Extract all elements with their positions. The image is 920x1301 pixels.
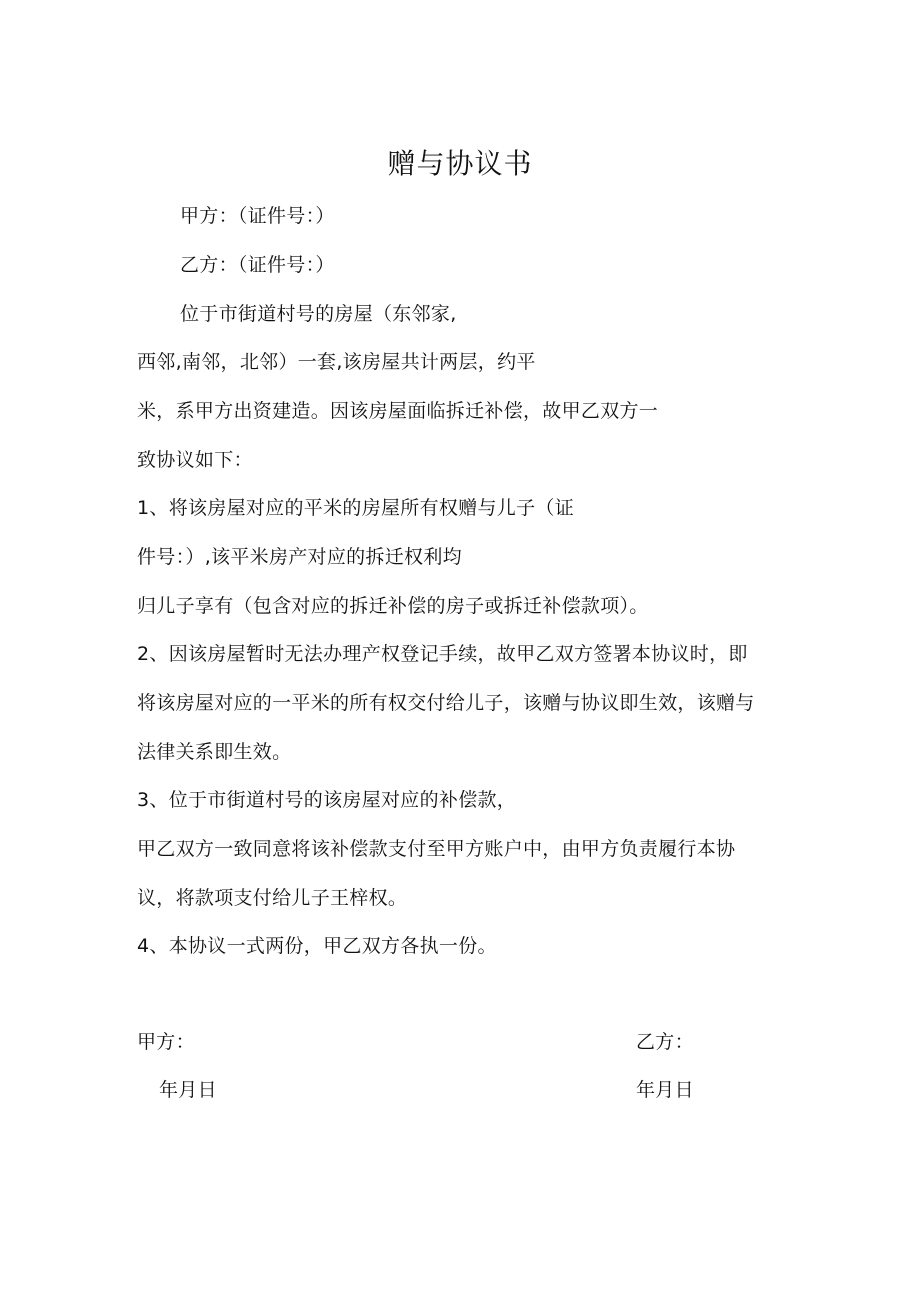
- clause-2-line-2: 将该房屋对应的一平米的所有权交付给儿子，该赠与协议即生效，该赠与: [137, 692, 755, 714]
- clause-2-line-3: 法律关系即生效。: [137, 741, 292, 763]
- intro-line-4: 致协议如下：: [137, 449, 253, 471]
- clause-3-line-2: 甲乙双方一致同意将该补偿款支付至甲方账户中，由甲方负责履行本协: [137, 838, 736, 860]
- clause-1-line-1: 1、将该房屋对应的平米的房屋所有权赠与儿子（证: [137, 497, 574, 519]
- intro-line-3: 米，系甲方出资建造。因该房屋面临拆迁补偿，故甲乙双方一: [137, 400, 659, 422]
- party-b-date: 年月日: [636, 1079, 694, 1101]
- clause-2-line-1: 2、因该房屋暂时无法办理产权登记手续，故甲乙双方签署本协议时，即: [137, 643, 748, 665]
- party-b-line: 乙方：（证件号：）: [180, 254, 335, 276]
- intro-line-1: 位于市街道村号的房屋（东邻家,: [180, 303, 457, 325]
- clause-1-line-2: 件号：）,该平米房产对应的拆迁权利均: [137, 546, 462, 568]
- party-a-signature-label: 甲方：: [137, 1031, 195, 1053]
- party-b-signature-label: 乙方：: [636, 1031, 694, 1053]
- clause-1-line-3: 归儿子享有（包含对应的拆迁补偿的房子或拆迁补偿款项）。: [137, 595, 649, 617]
- clause-3-line-3: 议，将款项支付给儿子王梓权。: [137, 887, 408, 909]
- document-title: 赠与协议书: [387, 147, 533, 180]
- party-a-line: 甲方：（证件号：）: [180, 205, 335, 227]
- clause-3-line-1: 3、位于市街道村号的该房屋对应的补偿款，: [137, 789, 517, 811]
- intro-line-2: 西邻,南邻，北邻）一套,该房屋共计两层，约平: [137, 351, 536, 373]
- party-a-date: 年月日: [159, 1079, 217, 1101]
- clause-4-line-1: 4、本协议一式两份，甲乙双方各执一份。: [137, 935, 497, 957]
